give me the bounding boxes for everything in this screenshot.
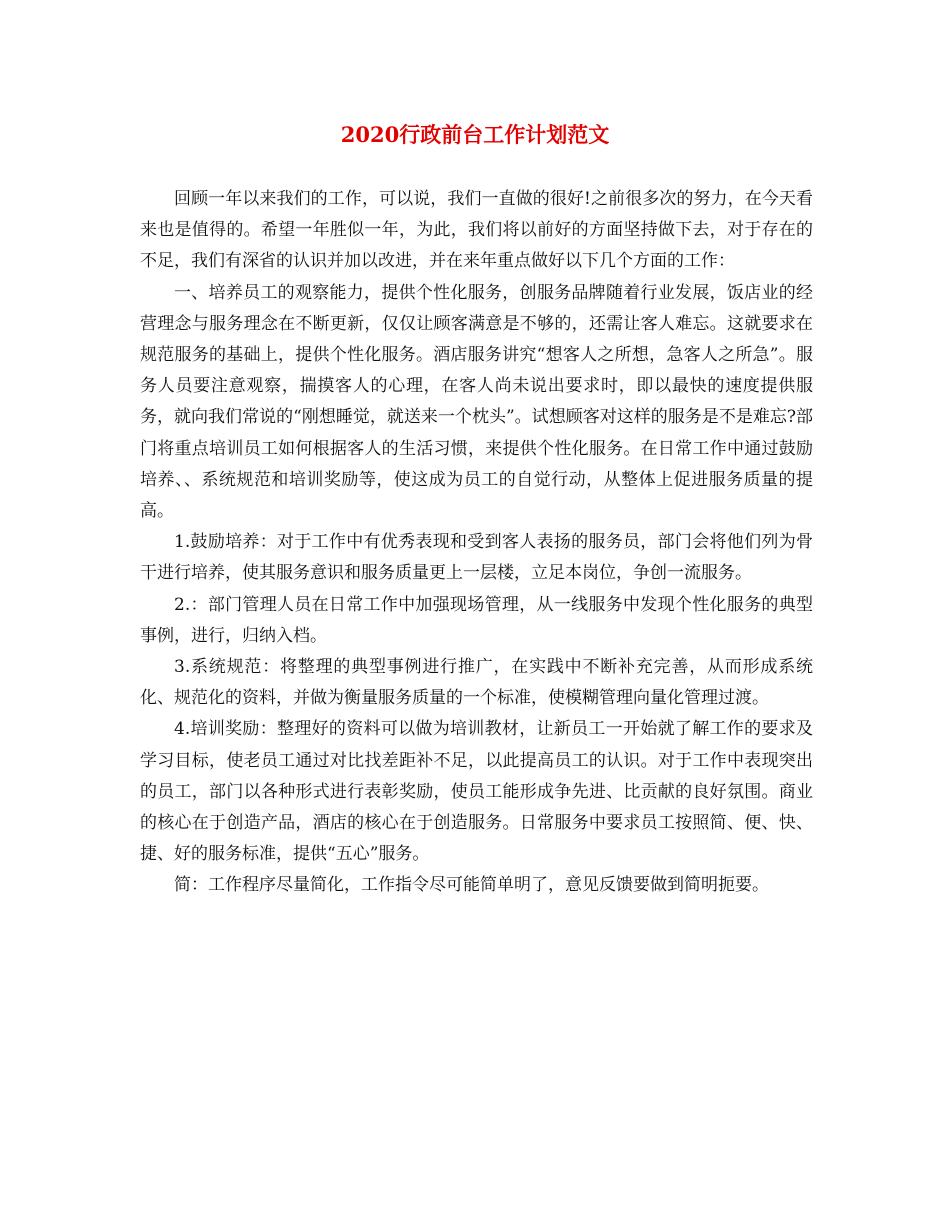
paragraph-item-3: 3.系统规范：将整理的典型事例进行推广，在实践中不断补充完善，从而形成系统化、规范化的资料，并做为衡量服务质量的一个标准，使模糊管理向量化管理过渡。 <box>140 657 813 709</box>
paragraph-jian: 简：工作程序尽量简化，工作指令尽可能简单明了，意见反馈要做到简明扼要。 <box>174 875 769 896</box>
paragraph-intro: 回顾一年以来我们的工作，可以说，我们一直做的很好!之前很多次的努力，在今天看来也是值得的。希望一年胜似一年，为此，我们将以前好的方面坚持做下去，对于存在的不足，我们有深省的认识并加以改进，并在来年重点做好以下几个方面的工作： <box>140 189 813 272</box>
paragraph-section-one: 一、培养员工的观察能力，提供个性化服务，创服务品牌随着行业发展，饭店业的经营理念与服务理念在不断更新，仅仅让顾客满意是不够的，还需让客人难忘。这就要求在规范服务的基础上，提供个性化服务。酒店服务讲究“想客人之所想，急客人之所急”。服务人员要注意观察，揣摸客人的心理，在客人尚未说出要求时，即以最快的速度提供服务，就向我们常说的“刚想睡觉，就送来一个枕头”。试想顾客对这样的服务是不是难忘?部门将重点培训员工如何根据客人的生活习惯，来提供个性化服务。在日常工作中通过鼓励培养、、系统规范和培训奖励等，使这成为员工的自觉行动，从整体上促进服务质量的提高。 <box>140 282 813 522</box>
document-title: 2020行政前台工作计划范文 <box>340 122 610 147</box>
paragraph-item-2: 2.：部门管理人员在日常工作中加强现场管理，从一线服务中发现个性化服务的典型事例，进行，归纳入档。 <box>140 594 813 646</box>
paragraph-item-4: 4.培训奖励：整理好的资料可以做为培训教材，让新员工一开始就了解工作的要求及学习目标，使老员工通过对比找差距补不足，以此提高员工的认识。对于工作中表现突出的员工，部门以各种形式进行表彰奖励，使员工能形成争先进、比贡献的良好氛围。商业的核心在于创造产品，酒店的核心在于创造服务。日常服务中要求员工按照简、便、快、捷、好的服务标准，提供“五心”服务。 <box>140 719 813 865</box>
paragraph-item-1: 1.鼓励培养：对于工作中有优秀表现和受到客人表扬的服务员，部门会将他们列为骨干进行培养，使其服务意识和服务质量更上一层楼，立足本岗位，争创一流服务。 <box>140 532 813 584</box>
document-body <box>140 184 813 902</box>
